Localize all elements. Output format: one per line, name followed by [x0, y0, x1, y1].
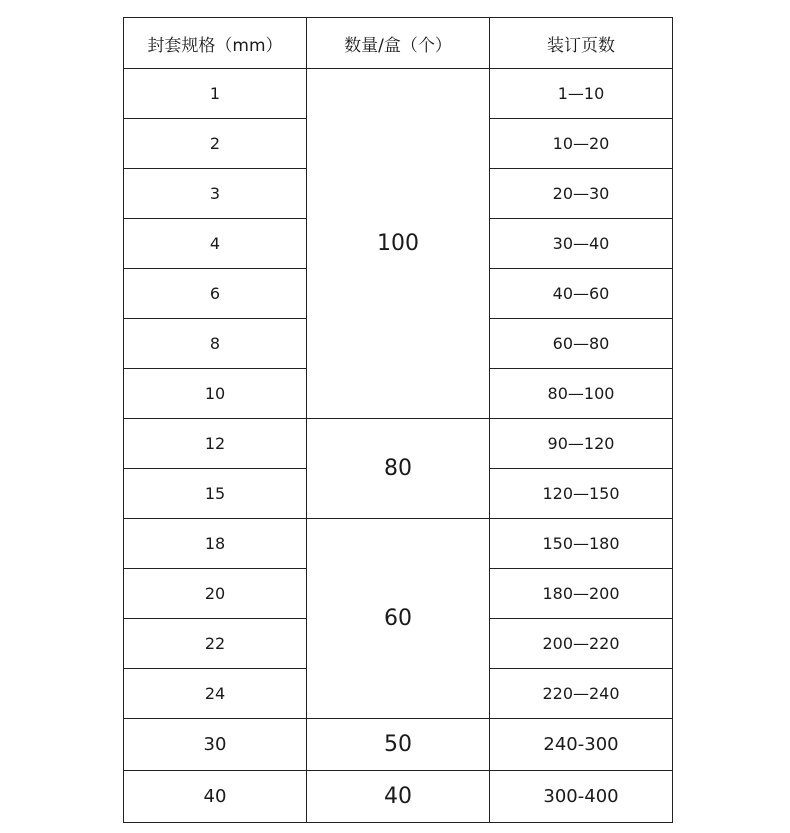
- spec-cell: 18: [124, 519, 307, 569]
- pages-cell: 30—40: [490, 219, 673, 269]
- spec-cell: 10: [124, 369, 307, 419]
- quantity-cell: 100: [307, 69, 490, 419]
- spec-cell: 1: [124, 69, 307, 119]
- spec-cell: 12: [124, 419, 307, 469]
- pages-cell: 40—60: [490, 269, 673, 319]
- header-pages: 装订页数: [490, 18, 673, 69]
- pages-cell: 200—220: [490, 619, 673, 669]
- table-row: [124, 419, 673, 469]
- spec-cell: 40: [124, 771, 307, 823]
- spec-cell: 3: [124, 169, 307, 219]
- spec-cell: 22: [124, 619, 307, 669]
- pages-cell: 180—200: [490, 569, 673, 619]
- spec-cell: 20: [124, 569, 307, 619]
- spec-cell: 6: [124, 269, 307, 319]
- spec-cell: 4: [124, 219, 307, 269]
- quantity-cell: 80: [307, 419, 490, 519]
- table-row: [124, 719, 673, 771]
- header-quantity: 数量/盒（个）: [307, 18, 490, 69]
- pages-cell: 10—20: [490, 119, 673, 169]
- pages-cell: 80—100: [490, 369, 673, 419]
- table-row: [124, 69, 673, 119]
- table-row: [124, 771, 673, 823]
- pages-cell: 300-400: [490, 771, 673, 823]
- pages-cell: 220—240: [490, 669, 673, 719]
- pages-cell: 20—30: [490, 169, 673, 219]
- pages-cell: 90—120: [490, 419, 673, 469]
- header-row: [124, 18, 673, 69]
- spec-cell: 8: [124, 319, 307, 369]
- spec-cell: 30: [124, 719, 307, 771]
- spec-cell: 15: [124, 469, 307, 519]
- quantity-cell: 60: [307, 519, 490, 719]
- header-spec: 封套规格（mm）: [124, 18, 307, 69]
- pages-cell: 120—150: [490, 469, 673, 519]
- binding-spec-table: [123, 17, 673, 823]
- quantity-cell: 40: [307, 771, 490, 823]
- pages-cell: 240-300: [490, 719, 673, 771]
- pages-cell: 60—80: [490, 319, 673, 369]
- pages-cell: 1—10: [490, 69, 673, 119]
- spec-cell: 24: [124, 669, 307, 719]
- quantity-cell: 50: [307, 719, 490, 771]
- table-row: [124, 519, 673, 569]
- pages-cell: 150—180: [490, 519, 673, 569]
- spec-cell: 2: [124, 119, 307, 169]
